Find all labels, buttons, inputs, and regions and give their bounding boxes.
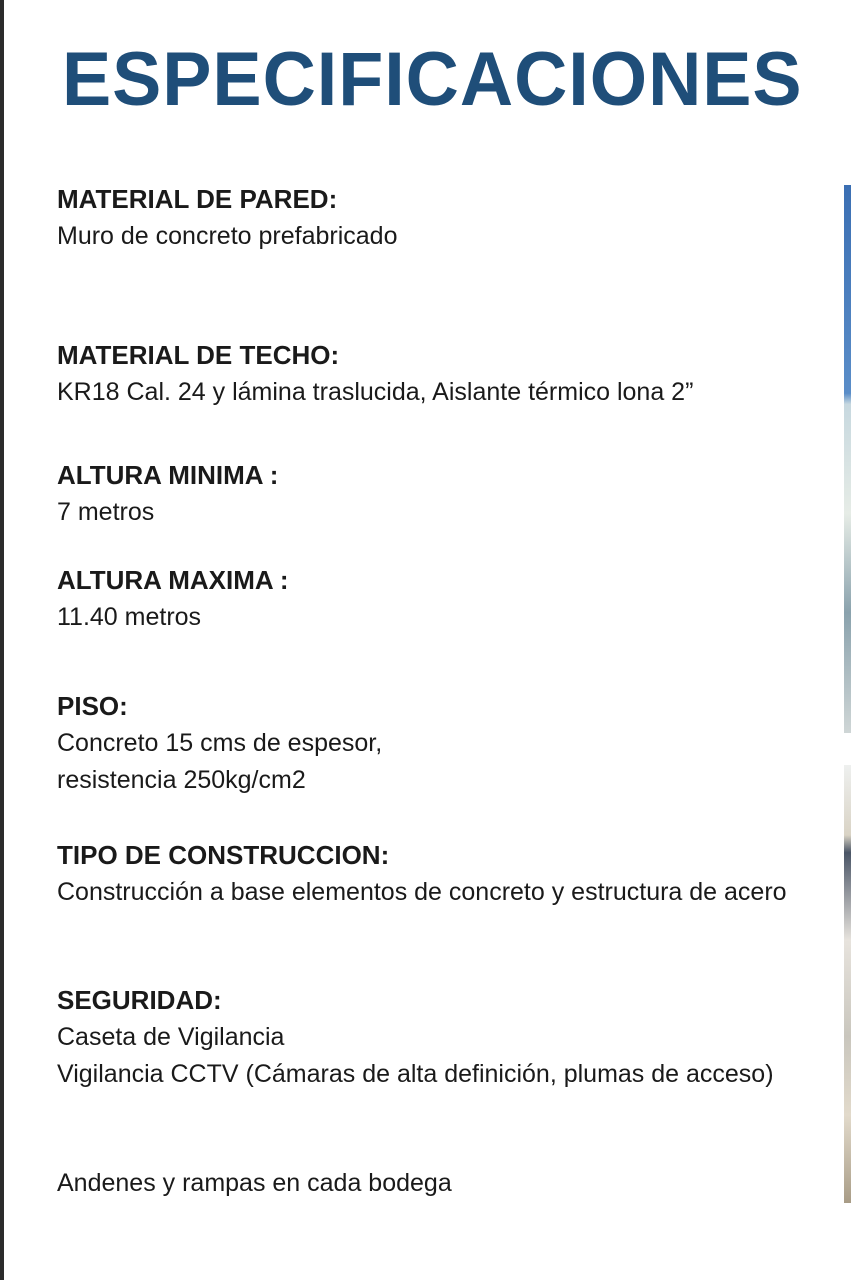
spec-label: ALTURA MAXIMA : [57, 565, 289, 595]
spec-value: Muro de concreto prefabricado [57, 222, 398, 250]
spec-value: 11.40 metros [57, 603, 202, 631]
spec-roof-material [57, 336, 811, 411]
spec-value-line: Concreto 15 cms de espesor, [57, 729, 383, 757]
spec-value-line: Vigilancia CCTV (Cámaras de alta definición, plumas de acceso) [57, 1060, 774, 1088]
spec-value: 7 metros [57, 498, 155, 526]
photo-strip-bottom [844, 765, 851, 1203]
spec-min-height [57, 456, 811, 531]
spec-value-line: resistencia 250kg/cm2 [57, 766, 306, 794]
page-title: ESPECIFICACIONES [62, 37, 803, 122]
spec-label: SEGURIDAD: [57, 985, 222, 1015]
spec-value-line: Caseta de Vigilancia [57, 1023, 285, 1051]
spec-wall-material [57, 180, 811, 255]
spec-footer-note [57, 1165, 811, 1202]
spec-value: Construcción a base elementos de concreto y estructura de acero [57, 878, 787, 906]
spec-label: MATERIAL DE TECHO: [57, 340, 340, 370]
spec-floor [57, 687, 811, 799]
spec-label: TIPO DE CONSTRUCCION: [57, 840, 390, 870]
spec-label: ALTURA MINIMA : [57, 460, 279, 490]
spec-label: PISO: [57, 691, 128, 721]
spec-value [57, 725, 811, 799]
photo-strip-top [844, 185, 851, 733]
spec-construction-type [57, 836, 811, 911]
spec-value: KR18 Cal. 24 y lámina traslucida, Aislante térmico lona 2” [57, 378, 694, 406]
spec-max-height [57, 561, 811, 636]
page-edge [0, 0, 4, 1280]
footer-note: Andenes y rampas en cada bodega [57, 1169, 452, 1197]
spec-security [57, 981, 811, 1093]
spec-label: MATERIAL DE PARED: [57, 184, 338, 214]
spec-value [57, 1019, 811, 1093]
